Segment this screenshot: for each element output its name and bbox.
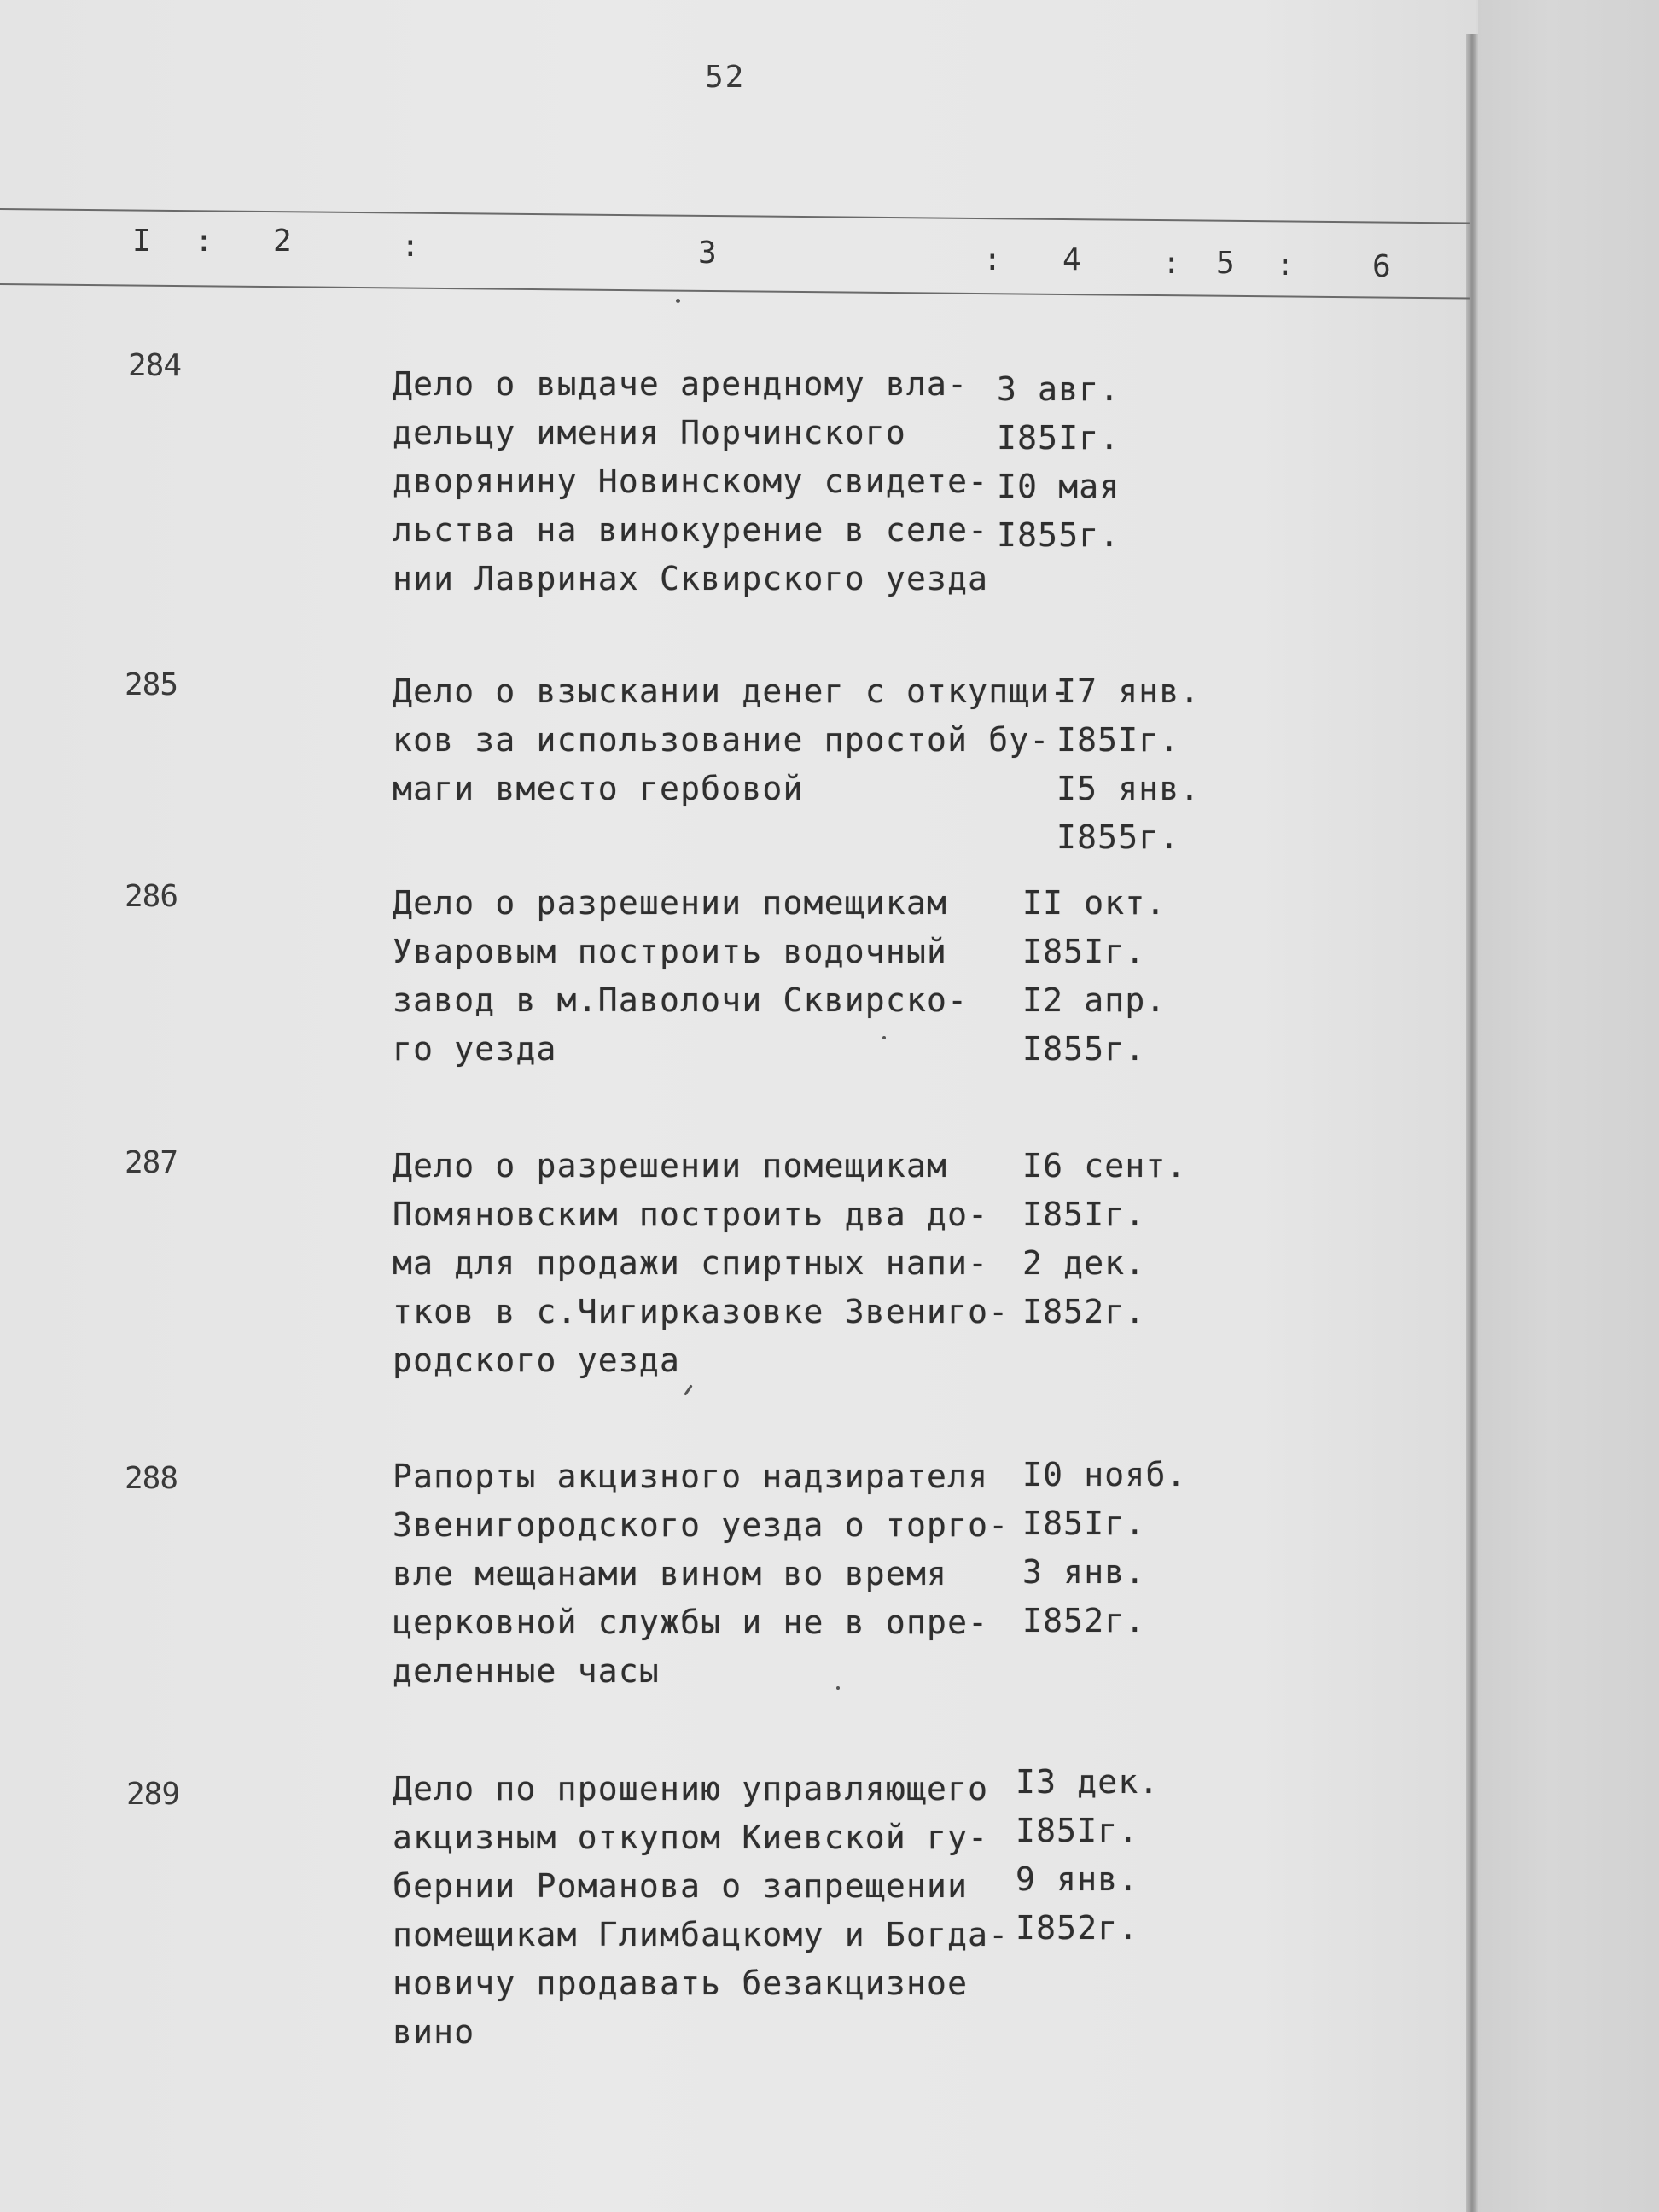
start-date: II окт.: [1022, 884, 1167, 922]
entry-description: [393, 1765, 1010, 2057]
column-separator: :: [983, 242, 1002, 277]
paper-speck: [676, 299, 680, 303]
end-date: 3 янв.: [1022, 1553, 1146, 1591]
description-line: Дело о взыскании денег с откупщи-: [393, 672, 1071, 710]
start-year: I85Iг.: [997, 419, 1121, 457]
entry-dates: [1022, 1451, 1244, 1645]
entry-description: [393, 360, 1007, 603]
end-date: I2 апр.: [1022, 981, 1167, 1019]
entry-dates: [1016, 1758, 1237, 1953]
description-line: Помяновским построить два до-: [393, 1196, 989, 1233]
entry-number: 288: [125, 1461, 178, 1496]
start-date: 3 авг.: [997, 370, 1121, 408]
description-line: новичу продавать безакцизное: [393, 1965, 969, 2002]
end-year: I852г.: [1022, 1602, 1146, 1639]
description-line: ма для продажи спиртных напи-: [393, 1244, 989, 1282]
entry-number: 289: [126, 1777, 180, 1812]
description-line: тков в с.Чигирказовке Звениго-: [393, 1293, 1010, 1330]
start-year: I85Iг.: [1022, 933, 1146, 970]
entry-description: [393, 879, 1007, 1074]
start-year: I85Iг.: [1057, 721, 1180, 759]
start-date: I7 янв.: [1057, 672, 1201, 710]
start-year: I85Iг.: [1016, 1812, 1139, 1849]
end-year: I855г.: [1057, 818, 1180, 856]
entry-number: 286: [125, 879, 178, 914]
description-line: льства на винокурение в селе-: [393, 511, 989, 549]
entry-description: [393, 1142, 1010, 1385]
entry-description: [393, 1452, 1010, 1696]
column-header-5: 5: [1216, 246, 1235, 281]
description-line: Уваровым построить водочный: [393, 933, 948, 970]
start-year: I85Iг.: [1022, 1196, 1146, 1233]
end-year: I855г.: [997, 516, 1121, 554]
end-date: I0 мая: [997, 468, 1121, 505]
description-line: Дело о разрешении помещикам: [393, 1147, 948, 1185]
paper-speck: [836, 1686, 840, 1690]
page-number: 52: [705, 60, 746, 95]
description-line: Рапорты акцизного надзирателя: [393, 1458, 989, 1495]
description-line: акцизным откупом Киевской гу-: [393, 1819, 989, 1856]
description-line: бернии Романова о запрещении: [393, 1867, 969, 1905]
description-line: Дело о выдаче арендному вла-: [393, 365, 969, 403]
description-line: Дело о разрешении помещикам: [393, 884, 948, 922]
description-line: маги вместо гербовой: [393, 770, 804, 807]
start-date: I0 нояб.: [1022, 1456, 1187, 1493]
column-separator: :: [1162, 246, 1181, 281]
entry-dates: [1022, 879, 1244, 1074]
end-year: I855г.: [1022, 1030, 1146, 1068]
description-line: нии Лавринах Сквирского уезда: [393, 560, 989, 597]
end-date: I5 янв.: [1057, 770, 1201, 807]
entry-dates: [1057, 667, 1278, 862]
description-line: помещикам Глимбацкому и Богда-: [393, 1916, 1010, 1953]
column-header-3: 3: [698, 236, 717, 271]
column-separator: :: [195, 224, 213, 259]
entry-description: [393, 667, 1071, 813]
description-line: дворянину Новинскому свидете-: [393, 463, 989, 500]
entry-number: 284: [128, 348, 182, 383]
start-date: I3 дек.: [1016, 1763, 1160, 1801]
underlying-page: [1478, 0, 1659, 2212]
start-year: I85Iг.: [1022, 1505, 1146, 1542]
column-header-1: I: [132, 224, 151, 259]
entry-dates: [997, 365, 1219, 560]
column-header-4: 4: [1062, 242, 1081, 277]
description-line: го уезда: [393, 1030, 557, 1068]
paper-speck: [882, 1036, 886, 1039]
column-separator: :: [401, 229, 420, 264]
description-line: Звенигородского уезда о торго-: [393, 1506, 1010, 1544]
start-date: I6 сент.: [1022, 1147, 1187, 1185]
entry-dates: [1022, 1142, 1244, 1336]
end-year: I852г.: [1022, 1293, 1146, 1330]
column-header-2: 2: [273, 224, 292, 259]
entry-number: 287: [125, 1145, 178, 1180]
description-line: завод в м.Паволочи Сквирско-: [393, 981, 969, 1019]
description-line: церковной службы и не в опре-: [393, 1604, 989, 1641]
end-date: 2 дек.: [1022, 1244, 1146, 1282]
description-line: Дело по прошению управляющего: [393, 1770, 989, 1807]
description-line: вино: [393, 2013, 475, 2051]
description-line: вле мещанами вином во время: [393, 1555, 948, 1592]
column-separator: :: [1276, 247, 1295, 282]
end-year: I852г.: [1016, 1909, 1139, 1947]
description-line: ков за использование простой бу-: [393, 721, 1051, 759]
page-edge: [1466, 34, 1478, 2212]
description-line: дельцу имения Порчинского: [393, 414, 906, 451]
description-line: родского уезда: [393, 1342, 681, 1379]
end-date: 9 янв.: [1016, 1860, 1139, 1898]
description-line: деленные часы: [393, 1652, 661, 1690]
entry-number: 285: [125, 667, 178, 702]
column-header-6: 6: [1372, 249, 1391, 284]
